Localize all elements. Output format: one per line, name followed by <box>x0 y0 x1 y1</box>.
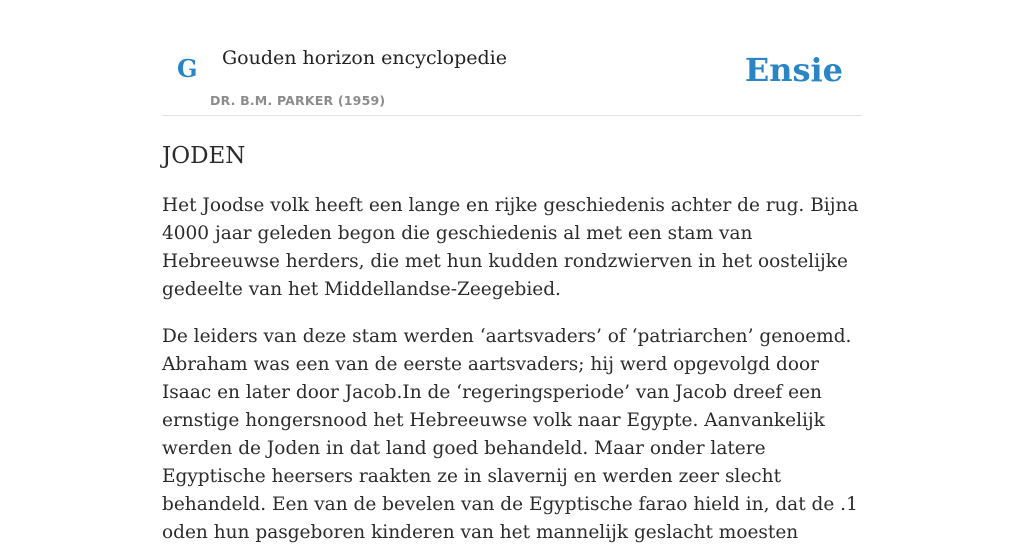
header <box>162 0 862 116</box>
ensie-brand-logo[interactable]: Ensie <box>744 51 843 89</box>
encyclopedia-logo-icon[interactable]: G <box>177 54 198 83</box>
book-title-link[interactable]: Gouden horizon encyclopedie <box>222 47 507 69</box>
book-author: DR. B.M. PARKER (1959) <box>210 93 386 108</box>
article-paragraph: Het Joodse volk heeft een lange en rijke geschiedenis achter de rug. Bijna 4000 jaar geleden begon die geschiedenis al met een stam van Hebreeuwse herders, die met hun kudden rondzwierven in het oostelijke gedeelte van het Middellandse-Zeegebied. <box>162 195 859 300</box>
page-title: JODEN <box>162 143 246 169</box>
article-paragraph: De leiders van deze stam werden ‘aartsvaders’ of ‘patriarchen’ genoemd. Abraham was een van de eerste aartsvaders; hij werd opgevolgd door Isaac en later door Jacob.In de ‘regeringsperiode’ van Jacob dreef een ernstige hongersnood het Hebreeuwse volk naar Egypte. Aanvankelijk werden de Joden in dat land goed behandeld. Maar onder latere Egyptische heersers raakten ze in slavernij en werden zeer slecht behandeld. Een van de bevelen van de Egyptische farao hield in, dat de .1 oden hun pasgeboren kinderen van het mannelijk geslacht moesten <box>162 326 858 543</box>
page-container <box>162 0 862 547</box>
